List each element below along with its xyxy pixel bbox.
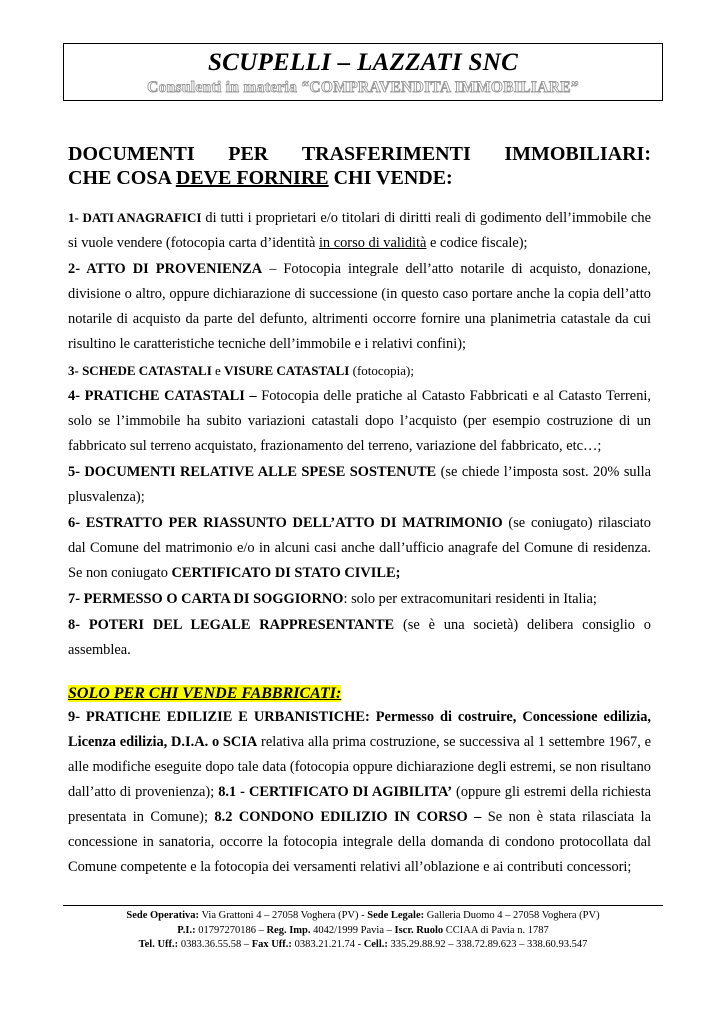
title-word-1: DOCUMENTI — [68, 143, 195, 165]
item-9-heading: 9- PRATICHE EDILIZIE E URBANISTICHE: Permesso di costruire, Concessione edilizia, Licenza edilizia, D.I.A. o SCIA — [68, 709, 651, 750]
footer-label: Cell.: — [363, 939, 388, 950]
company-name: SCUPELLI – LAZZATI SNC — [207, 49, 519, 76]
item-2-text: – Fotocopia integrale dell’atto notarile di acquisto, donazione, divisione o altro, oppure dichiarazione di successione (in questo caso portare anche la copia dell’atto notarile di acquisto da parte del defunto, altrimenti occorre fornire una planimetria catastale da cui risultino le caratteristiche tecniche dell’immobile e i relativi confini); — [68, 261, 651, 352]
footer-label: Reg. Imp. — [266, 924, 311, 936]
footer-label: Iscr. Ruolo — [394, 924, 444, 936]
item-2-heading: 2- ATTO DI PROVENIENZA — [68, 261, 263, 277]
item-4-heading: 4- PRATICHE CATASTALI – — [68, 388, 257, 404]
item-3-heading-2: VISURE CATASTALI — [224, 363, 350, 378]
company-subtitle: Consulenti in materia “COMPRAVENDITA IMMOBILIARE” — [147, 79, 579, 96]
item-7 — [68, 587, 651, 612]
footer-value: Via Grattoni 4 – 27058 Voghera (PV) - — [199, 910, 368, 921]
item-1-underlined: in corso di validità — [318, 235, 427, 251]
item-9-sub-2: 8.2 CONDONO EDILIZIO IN CORSO – — [214, 809, 482, 825]
title-line2-a: CHE COSA — [68, 167, 176, 189]
footer-line-3 — [63, 938, 663, 953]
document-body — [68, 205, 651, 881]
footer-value: 4042/1999 Pavia – — [310, 924, 395, 936]
footer-label: P.I.: — [177, 924, 196, 936]
page-title — [68, 142, 651, 190]
item-9 — [68, 705, 651, 880]
section-heading — [68, 684, 651, 704]
item-9-text-3: Se non è stata rilasciata la concessione in sanatoria, occorre la fotocopia integrale della domanda di condono protocollata dal Comune competente e la fotocopia dei versamenti relativi all’oblazione e ai contributi concessori; — [68, 809, 651, 875]
item-5 — [68, 460, 651, 510]
section-heading-text: SOLO PER CHI VENDE FABBRICATI: — [68, 685, 342, 702]
item-2 — [68, 257, 651, 357]
item-5-text: (se chiede l’imposta sost. 20% sulla plusvalenza); — [68, 464, 651, 505]
item-1-text-end: e codice fiscale); — [426, 235, 528, 251]
item-6-heading: 6- ESTRATTO PER RIASSUNTO DELL’ATTO DI MATRIMONIO — [68, 515, 503, 531]
item-9-text-1: relativa alla prima costruzione, se successiva al 1 settembre 1967, e alle modifiche eseguite dopo tale data (fotocopia oppure dichiarazione degli estremi, se non risultano dall’atto di provenienza); — [68, 734, 651, 800]
item-1 — [68, 205, 651, 256]
item-8-heading: 8- POTERI DEL LEGALE RAPPRESENTANTE — [68, 617, 395, 633]
item-1-text: di tutti i proprietari e/o titolari di diritti reali di godimento dell’immobile che si vuole vendere (fotocopia carta d’identità — [68, 210, 652, 251]
footer-value: Galleria Duomo 4 – 27058 Voghera (PV) — [424, 910, 600, 921]
footer-label: Sede Operativa: — [126, 910, 200, 921]
footer-line-1 — [63, 909, 663, 924]
item-8-text: (se è una società) delibera consiglio o assemblea. — [68, 617, 651, 658]
item-4-text: Fotocopia delle pratiche al Catasto Fabbricati e al Catasto Terreni, solo se l’immobile ha subito variazioni catastali dopo l’acquisto (per esempio costruzione di un fabbricato sul terreno acquistato, frazionamento del terreno, variazione del fabbricato, etc…; — [68, 388, 651, 454]
item-3-text: e — [211, 363, 225, 378]
footer-label: Sede Legale: — [367, 910, 425, 921]
item-3-heading: 3- SCHEDE CATASTALI — [68, 363, 212, 378]
footer-value: 0383.36.55.58 – — [178, 939, 252, 950]
title-line2-underlined: DEVE FORNIRE — [175, 167, 329, 189]
title-word-3: TRASFERIMENTI — [301, 143, 471, 165]
item-7-heading: 7- PERMESSO O CARTA DI SOGGIORNO — [68, 591, 344, 607]
title-word-4: IMMOBILIARI: — [504, 143, 651, 165]
footer-value: 335.29.88.92 – 338.72.89.623 – 338.60.93.547 — [387, 939, 588, 950]
item-5-heading: 5- DOCUMENTI RELATIVE ALLE SPESE SOSTENUTE — [68, 464, 437, 480]
item-8 — [68, 613, 651, 663]
title-line2-b: CHI VENDE: — [328, 167, 453, 189]
item-4 — [68, 384, 651, 459]
footer-value: CCIAA di Pavia n. 1787 — [443, 924, 549, 936]
item-3 — [68, 358, 651, 383]
item-6-heading-2: CERTIFICATO DI STATO CIVILE; — [171, 565, 401, 581]
item-6-text: (se coniugato) rilasciato dal Comune del matrimonio e/o in alcuni casi anche dall’ufficio anagrafe del Comune di residenza. Se non coniugato — [68, 515, 651, 581]
item-1-heading: 1- DATI ANAGRAFICI — [68, 210, 202, 225]
title-word-2: PER — [228, 143, 269, 165]
item-9-sub-1: 8.1 - CERTIFICATO DI AGIBILITA’ — [218, 784, 453, 800]
footer-label: Tel. Uff.: — [138, 939, 179, 950]
footer-value: 0383.21.21.74 - — [291, 939, 364, 950]
item-6 — [68, 511, 651, 586]
footer-line-2 — [63, 924, 663, 939]
footer-value: 01797270186 – — [195, 924, 267, 936]
item-9-text-2: (oppure gli estremi della richiesta presentata in Comune); — [68, 784, 651, 825]
footer-label: Fax Uff.: — [251, 939, 292, 950]
letterhead-box — [63, 43, 663, 101]
item-3-text-end: (fotocopia); — [349, 363, 414, 378]
item-7-text: : solo per extracomunitari residenti in Italia; — [343, 591, 597, 607]
page-footer — [63, 905, 663, 953]
